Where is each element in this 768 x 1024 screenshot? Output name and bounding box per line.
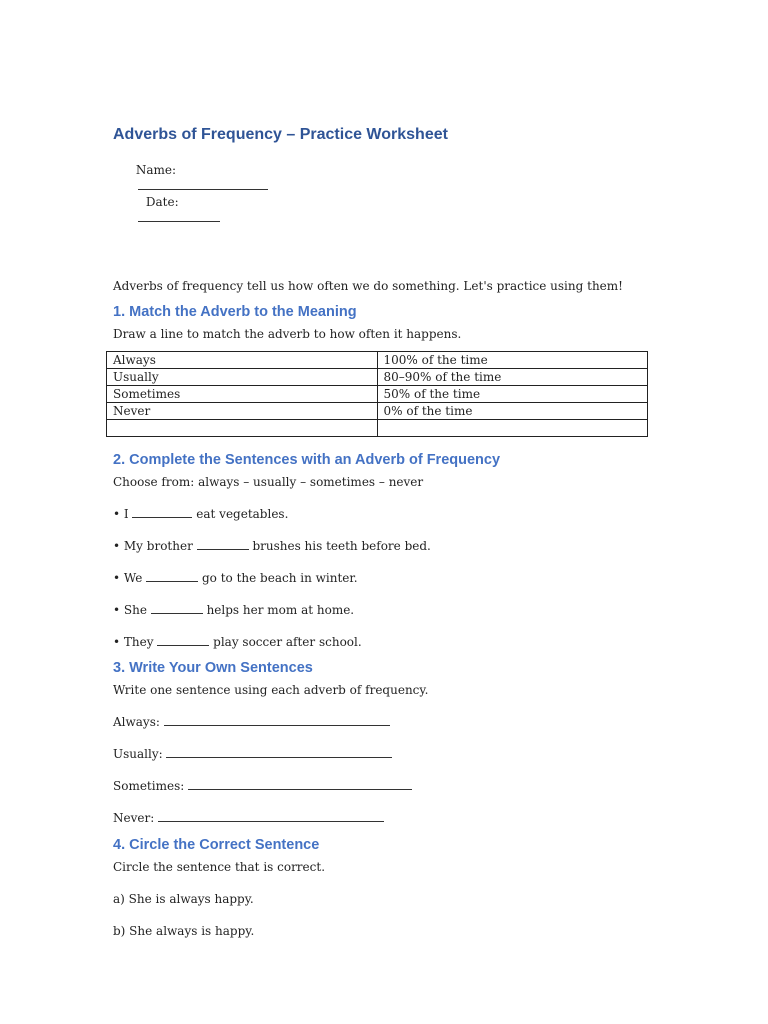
fill-sentence bbox=[113, 602, 653, 618]
answer-blank[interactable] bbox=[132, 506, 192, 518]
meaning-cell: 80–90% of the time bbox=[377, 369, 648, 386]
table-row bbox=[107, 352, 648, 369]
write-label: Usually: bbox=[113, 747, 167, 761]
write-blank[interactable] bbox=[164, 714, 390, 726]
write-blank[interactable] bbox=[166, 746, 392, 758]
date-field[interactable] bbox=[138, 210, 220, 222]
adverb-cell: Sometimes bbox=[107, 386, 378, 403]
intro-text: Adverbs of frequency tell us how often we do something. Let's practice using them! bbox=[113, 279, 623, 293]
adverb-cell bbox=[107, 420, 378, 437]
adverb-cell: Usually bbox=[107, 369, 378, 386]
answer-blank[interactable] bbox=[157, 634, 209, 646]
write-label: Never: bbox=[113, 811, 159, 825]
section4-instruction: Circle the sentence that is correct. bbox=[113, 860, 326, 874]
write-blank[interactable] bbox=[188, 778, 412, 790]
meaning-cell: 100% of the time bbox=[377, 352, 648, 369]
section1-instruction: Draw a line to match the adverb to how often it happens. bbox=[113, 327, 462, 341]
write-line bbox=[113, 714, 653, 730]
worksheet-content bbox=[113, 124, 653, 939]
meaning-cell: 0% of the time bbox=[377, 403, 648, 420]
answer-blank[interactable] bbox=[146, 570, 198, 582]
sentence-end: go to the beach in winter. bbox=[198, 571, 358, 585]
worksheet-title: Adverbs of Frequency – Practice Worksheet bbox=[113, 126, 448, 143]
sentence-start: • I bbox=[113, 507, 133, 521]
sentence-start: • She bbox=[113, 603, 151, 617]
write-line bbox=[113, 810, 653, 826]
sentence-end: play soccer after school. bbox=[209, 635, 362, 649]
match-table bbox=[106, 351, 648, 437]
date-label: Date: bbox=[145, 195, 179, 209]
write-label: Sometimes: bbox=[113, 779, 189, 793]
table-row bbox=[107, 420, 648, 437]
name-label: Name: bbox=[135, 163, 177, 177]
write-line bbox=[113, 778, 653, 794]
section2-heading: 2. Complete the Sentences with an Adverb of Frequency bbox=[113, 452, 501, 468]
answer-blank[interactable] bbox=[151, 602, 203, 614]
fill-sentence bbox=[113, 634, 653, 650]
table-row bbox=[107, 403, 648, 420]
table-row bbox=[107, 369, 648, 386]
adverb-cell: Never bbox=[107, 403, 378, 420]
section3-heading: 3. Write Your Own Sentences bbox=[113, 660, 313, 676]
sentence-option-a[interactable]: a) She is always happy. bbox=[113, 892, 254, 906]
sentence-end: eat vegetables. bbox=[192, 507, 289, 521]
write-line bbox=[113, 746, 653, 762]
section1-heading: 1. Match the Adverb to the Meaning bbox=[113, 304, 357, 320]
table-row bbox=[107, 386, 648, 403]
section4-heading: 4. Circle the Correct Sentence bbox=[113, 837, 320, 853]
meaning-cell bbox=[377, 420, 648, 437]
fill-sentence bbox=[113, 570, 653, 586]
meaning-cell: 50% of the time bbox=[377, 386, 648, 403]
answer-blank[interactable] bbox=[197, 538, 249, 550]
fill-sentence bbox=[113, 538, 653, 554]
fill-sentence bbox=[113, 506, 653, 522]
sentence-start: • They bbox=[113, 635, 158, 649]
section2-instruction: Choose from: always – usually – sometimes – never bbox=[113, 475, 424, 489]
write-blank[interactable] bbox=[158, 810, 384, 822]
sentence-end: helps her mom at home. bbox=[202, 603, 355, 617]
write-label: Always: bbox=[113, 715, 164, 729]
sentence-start: • My brother bbox=[113, 539, 197, 553]
sentence-end: brushes his teeth before bed. bbox=[248, 539, 431, 553]
section3-instruction: Write one sentence using each adverb of frequency. bbox=[113, 683, 429, 697]
sentence-start: • We bbox=[113, 571, 147, 585]
name-date-line bbox=[113, 146, 653, 242]
sentence-option-b[interactable]: b) She always is happy. bbox=[113, 924, 255, 938]
adverb-cell: Always bbox=[107, 352, 378, 369]
name-field[interactable] bbox=[138, 178, 268, 190]
